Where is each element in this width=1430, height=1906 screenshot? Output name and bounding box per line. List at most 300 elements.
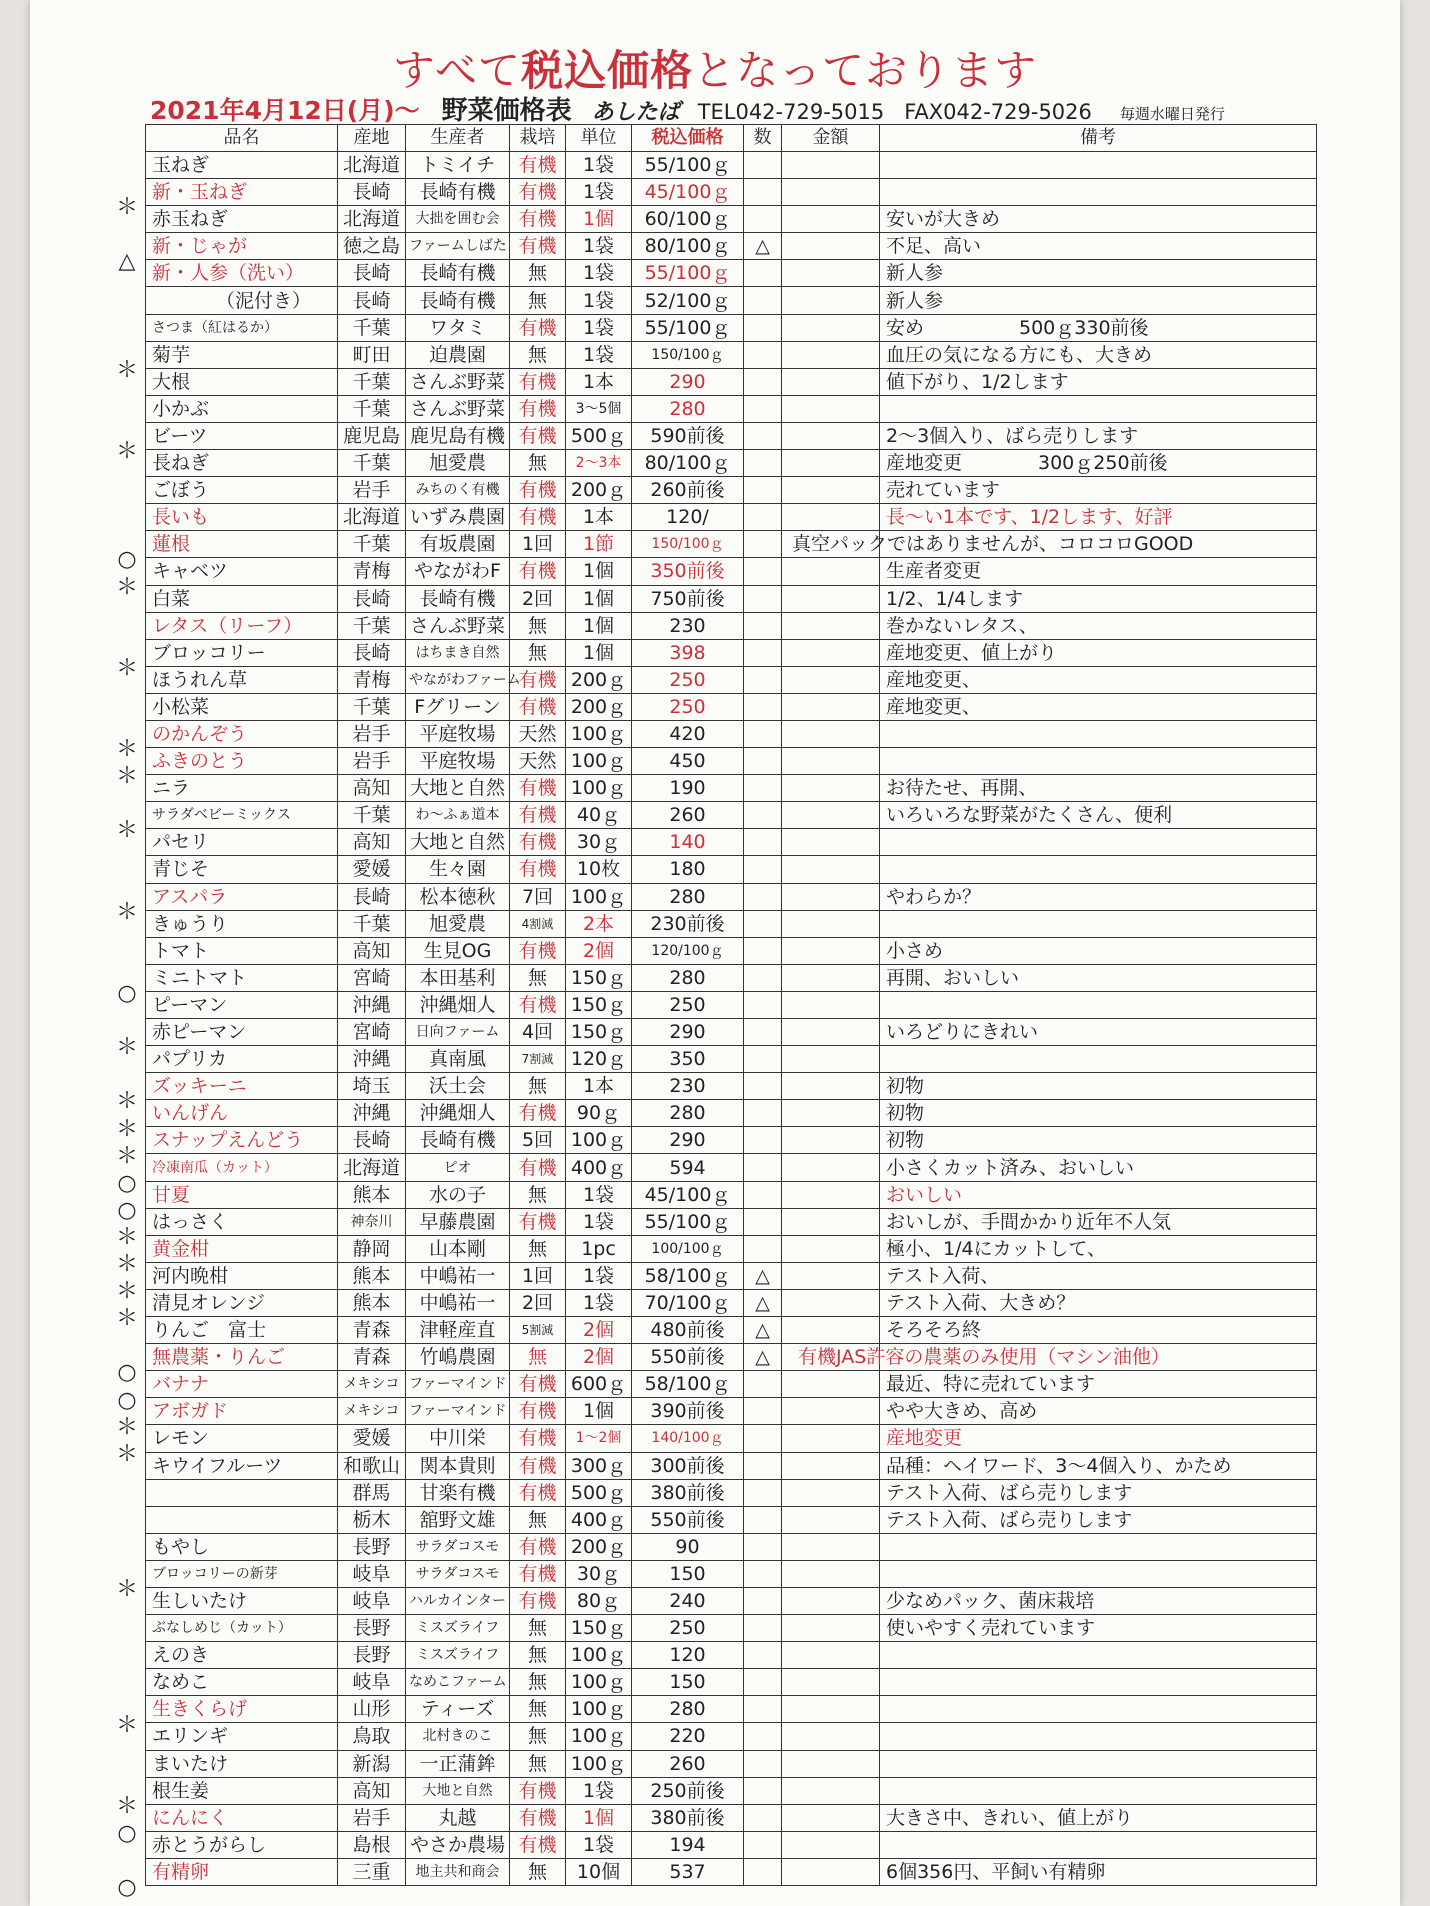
- cell-price: 90: [632, 1533, 744, 1560]
- cell-amount: [782, 179, 880, 206]
- cell-name: 青じそ: [146, 856, 338, 883]
- cell-producer: 平庭牧場: [406, 748, 510, 775]
- cell-price: 290: [632, 1127, 744, 1154]
- table-row: [146, 1181, 1317, 1208]
- cell-unit: 1本: [566, 504, 632, 531]
- cell-qty: [744, 1127, 782, 1154]
- cell-producer: 生見OG: [406, 937, 510, 964]
- cell-note: 産地変更: [880, 1425, 1317, 1452]
- cell-origin: 千葉: [338, 314, 406, 341]
- row-mark: ＊: [115, 1224, 138, 1250]
- cell-qty: [744, 1696, 782, 1723]
- cell-price: 260: [632, 802, 744, 829]
- cell-unit: 3～5個: [566, 395, 632, 422]
- cell-origin: 長崎: [338, 260, 406, 287]
- cell-amount: [782, 314, 880, 341]
- cell-name: レモン: [146, 1425, 338, 1452]
- cell-price: 450: [632, 748, 744, 775]
- cell-qty: [744, 748, 782, 775]
- cell-method: 天然: [510, 720, 566, 747]
- cell-note: [880, 1642, 1317, 1669]
- cell-unit: 100ｇ: [566, 720, 632, 747]
- cell-producer: 有坂農園: [406, 531, 510, 558]
- cell-price: 594: [632, 1154, 744, 1181]
- cell-qty: △: [744, 1289, 782, 1316]
- cell-method: 有機: [510, 856, 566, 883]
- cell-method: 有機: [510, 802, 566, 829]
- table-row: [146, 504, 1317, 531]
- cell-qty: [744, 1587, 782, 1614]
- table-row: [146, 748, 1317, 775]
- tel-number: TEL042-729-5015: [697, 100, 885, 124]
- cell-qty: [744, 639, 782, 666]
- cell-name: トマト: [146, 937, 338, 964]
- row-mark: ○: [117, 1821, 137, 1847]
- cell-amount: [782, 1262, 880, 1289]
- table-row: [146, 856, 1317, 883]
- cell-amount: [782, 856, 880, 883]
- cell-amount: [782, 1723, 880, 1750]
- cell-note: [880, 1533, 1317, 1560]
- cell-price: 590前後: [632, 422, 744, 449]
- cell-note: 新人参: [880, 260, 1317, 287]
- cell-note: [880, 748, 1317, 775]
- table-row: [146, 152, 1317, 179]
- cell-method: 2回: [510, 1289, 566, 1316]
- cell-method: 有機: [510, 558, 566, 585]
- cell-method: 無: [510, 1073, 566, 1100]
- cell-method: 有機: [510, 422, 566, 449]
- cell-origin: 千葉: [338, 531, 406, 558]
- cell-producer: 大拙を囲む会: [406, 206, 510, 233]
- cell-name: バナナ: [146, 1371, 338, 1398]
- cell-producer: はちまき自然: [406, 639, 510, 666]
- cell-method: 無: [510, 1506, 566, 1533]
- cell-producer: 竹嶋農園: [406, 1344, 510, 1371]
- cell-origin: 熊本: [338, 1262, 406, 1289]
- cell-name: ブロッコリーの新芽: [146, 1560, 338, 1587]
- cell-method: 有機: [510, 477, 566, 504]
- cell-unit: 1袋: [566, 287, 632, 314]
- cell-note: 生産者変更: [880, 558, 1317, 585]
- title-bold: 税込価格: [521, 46, 694, 95]
- cell-name: ピーマン: [146, 991, 338, 1018]
- cell-origin: 静岡: [338, 1235, 406, 1262]
- cell-producer: わ～ふぁ道本: [406, 802, 510, 829]
- table-row: [146, 1479, 1317, 1506]
- cell-producer: 大地と自然: [406, 1777, 510, 1804]
- cell-note: 安め 500ｇ330前後: [880, 314, 1317, 341]
- cell-name: ミニトマト: [146, 964, 338, 991]
- cell-amount: [782, 1560, 880, 1587]
- cell-price: 140: [632, 829, 744, 856]
- cell-price: 45/100ｇ: [632, 1181, 744, 1208]
- cell-method: 無: [510, 287, 566, 314]
- cell-qty: [744, 1642, 782, 1669]
- cell-method: 有機: [510, 829, 566, 856]
- cell-note: 不足、高い: [880, 233, 1317, 260]
- cell-origin: 高知: [338, 1777, 406, 1804]
- cell-note: [880, 1831, 1317, 1858]
- cell-price: 120/100ｇ: [632, 937, 744, 964]
- cell-note: 品種：ヘイワード、3～4個入り、かため: [880, 1452, 1317, 1479]
- cell-amount: [782, 1831, 880, 1858]
- cell-price: 290: [632, 1019, 744, 1046]
- title-pre: すべて: [392, 46, 522, 95]
- row-mark: ＊: [115, 1035, 138, 1061]
- table-row: [146, 206, 1317, 233]
- cell-note: 長～い1本です、1/2します、好評: [880, 504, 1317, 531]
- cell-origin: 島根: [338, 1831, 406, 1858]
- title-post: となっております: [693, 46, 1038, 95]
- cell-amount: [782, 666, 880, 693]
- cell-name: 河内晩柑: [146, 1262, 338, 1289]
- cell-note: [880, 152, 1317, 179]
- cell-amount: [782, 1425, 880, 1452]
- cell-producer: やながわF: [406, 558, 510, 585]
- cell-price: 260: [632, 1750, 744, 1777]
- cell-amount: [782, 504, 880, 531]
- cell-producer: ファーマインド: [406, 1398, 510, 1425]
- cell-qty: [744, 802, 782, 829]
- cell-name: 新・玉ねぎ: [146, 179, 338, 206]
- cell-unit: 150ｇ: [566, 991, 632, 1018]
- cell-unit: 2本: [566, 910, 632, 937]
- cell-producer: さんぶ野菜: [406, 395, 510, 422]
- cell-producer: ファームしばた: [406, 233, 510, 260]
- cell-note: やわらか？: [880, 883, 1317, 910]
- cell-qty: [744, 1533, 782, 1560]
- table-row: [146, 802, 1317, 829]
- cell-qty: [744, 1208, 782, 1235]
- cell-price: 60/100ｇ: [632, 206, 744, 233]
- cell-origin: 長崎: [338, 1127, 406, 1154]
- cell-amount: [782, 1289, 880, 1316]
- table-row: [146, 1046, 1317, 1073]
- cell-amount: [782, 395, 880, 422]
- cell-price: 230: [632, 1073, 744, 1100]
- cell-method: 無: [510, 1181, 566, 1208]
- cell-producer: 沃土会: [406, 1073, 510, 1100]
- cell-unit: 600ｇ: [566, 1371, 632, 1398]
- cell-method: 7回: [510, 883, 566, 910]
- cell-price: 250: [632, 991, 744, 1018]
- cell-qty: [744, 1235, 782, 1262]
- row-mark: ＊: [115, 818, 138, 844]
- document-title: 野菜価格表: [441, 96, 572, 126]
- cell-producer: なめこファーム: [406, 1669, 510, 1696]
- table-row: [146, 1587, 1317, 1614]
- cell-method: 有機: [510, 206, 566, 233]
- cell-method: 無: [510, 1723, 566, 1750]
- table-row: [146, 341, 1317, 368]
- cell-unit: 100ｇ: [566, 1642, 632, 1669]
- cell-note: 少なめパック、菌床栽培: [880, 1587, 1317, 1614]
- cell-name: さつま（紅はるか）: [146, 314, 338, 341]
- cell-qty: [744, 179, 782, 206]
- cell-name: パセリ: [146, 829, 338, 856]
- table-row: [146, 1642, 1317, 1669]
- price-sheet: [30, 0, 1400, 1906]
- row-mark: ＊: [115, 764, 138, 790]
- cell-note: 6個356円、平飼い有精卵: [880, 1858, 1317, 1885]
- cell-qty: [744, 1100, 782, 1127]
- cell-producer: やさか農場: [406, 1831, 510, 1858]
- cell-origin: 千葉: [338, 612, 406, 639]
- table-row: [146, 1127, 1317, 1154]
- table-body: [146, 152, 1317, 1886]
- cell-name: 長ねぎ: [146, 450, 338, 477]
- cell-unit: 1個: [566, 639, 632, 666]
- cell-qty: [744, 314, 782, 341]
- cell-method: 有機: [510, 991, 566, 1018]
- cell-note: [880, 829, 1317, 856]
- cell-amount: [782, 1479, 880, 1506]
- cell-origin: 高知: [338, 775, 406, 802]
- cell-method: 有機: [510, 233, 566, 260]
- cell-price: 380前後: [632, 1804, 744, 1831]
- cell-amount: [782, 585, 880, 612]
- cell-amount: [782, 1235, 880, 1262]
- cell-amount: [782, 341, 880, 368]
- cell-origin: 高知: [338, 937, 406, 964]
- table-row: [146, 1208, 1317, 1235]
- cell-method: 無: [510, 1615, 566, 1642]
- cell-name: りんご 富士: [146, 1317, 338, 1344]
- table-row: [146, 395, 1317, 422]
- table-row: [146, 1615, 1317, 1642]
- cell-amount: [782, 1371, 880, 1398]
- cell-method: 有機: [510, 1154, 566, 1181]
- cell-unit: 1袋: [566, 1777, 632, 1804]
- table-row: [146, 910, 1317, 937]
- cell-price: 550前後: [632, 1506, 744, 1533]
- cell-name: 新・人参（洗い）: [146, 260, 338, 287]
- table-row: [146, 368, 1317, 395]
- cell-producer: 甘楽有機: [406, 1479, 510, 1506]
- table-row: [146, 314, 1317, 341]
- cell-unit: 150ｇ: [566, 1019, 632, 1046]
- table-row: [146, 1398, 1317, 1425]
- cell-method: 1回: [510, 531, 566, 558]
- table-row: [146, 260, 1317, 287]
- row-mark: ＊: [115, 899, 138, 925]
- cell-unit: 1個: [566, 612, 632, 639]
- cell-qty: △: [744, 1317, 782, 1344]
- cell-price: 250: [632, 666, 744, 693]
- cell-note: [880, 1046, 1317, 1073]
- cell-method: 無: [510, 639, 566, 666]
- cell-price: 280: [632, 1100, 744, 1127]
- cell-method: 有機: [510, 1533, 566, 1560]
- cell-unit: 100ｇ: [566, 1696, 632, 1723]
- table-row: [146, 585, 1317, 612]
- cell-qty: △: [744, 1262, 782, 1289]
- cell-price: 300前後: [632, 1452, 744, 1479]
- cell-note: おいしい: [880, 1181, 1317, 1208]
- col-header-price: 税込価格: [632, 125, 744, 152]
- table-row: [146, 1154, 1317, 1181]
- cell-qty: [744, 991, 782, 1018]
- cell-unit: 100ｇ: [566, 1723, 632, 1750]
- row-mark: △: [118, 249, 136, 275]
- cell-unit: 200ｇ: [566, 477, 632, 504]
- cell-producer: さんぶ野菜: [406, 368, 510, 395]
- table-row: [146, 1019, 1317, 1046]
- row-mark: ＊: [115, 1143, 138, 1169]
- cell-price: 280: [632, 964, 744, 991]
- cell-method: 有機: [510, 1479, 566, 1506]
- cell-producer: 旭愛農: [406, 910, 510, 937]
- cell-amount: [782, 1533, 880, 1560]
- cell-amount: [782, 1696, 880, 1723]
- cell-producer: ファーマインド: [406, 1371, 510, 1398]
- cell-note: [880, 1696, 1317, 1723]
- cell-qty: [744, 1777, 782, 1804]
- cell-origin: 熊本: [338, 1181, 406, 1208]
- cell-qty: [744, 395, 782, 422]
- cell-note: [880, 856, 1317, 883]
- cell-qty: [744, 1479, 782, 1506]
- cell-origin: 長崎: [338, 585, 406, 612]
- cell-producer: 中川栄: [406, 1425, 510, 1452]
- cell-method: 有機: [510, 1804, 566, 1831]
- cell-name: いんげん: [146, 1100, 338, 1127]
- cell-amount: [782, 1181, 880, 1208]
- cell-name: 白菜: [146, 585, 338, 612]
- cell-method: 有機: [510, 1452, 566, 1479]
- cell-name: 小松菜: [146, 693, 338, 720]
- page-title: [30, 38, 1400, 98]
- cell-origin: 岩手: [338, 748, 406, 775]
- cell-note: [880, 395, 1317, 422]
- cell-producer: やながわファーム: [406, 666, 510, 693]
- cell-price: 180: [632, 856, 744, 883]
- cell-unit: 1袋: [566, 260, 632, 287]
- table-row: [146, 720, 1317, 747]
- cell-amount: [782, 829, 880, 856]
- cell-note: 大きさ中、きれい、値上がり: [880, 1804, 1317, 1831]
- cell-producer: 地主共和商会: [406, 1858, 510, 1885]
- table-row: [146, 558, 1317, 585]
- cell-unit: 40ｇ: [566, 802, 632, 829]
- row-mark: ＊: [115, 1794, 138, 1819]
- cell-origin: 青梅: [338, 666, 406, 693]
- cell-note: 小さめ: [880, 937, 1317, 964]
- cell-qty: [744, 910, 782, 937]
- cell-amount: [782, 775, 880, 802]
- cell-amount: [782, 639, 880, 666]
- cell-amount: [782, 1100, 880, 1127]
- cell-unit: 2～3本: [566, 450, 632, 477]
- cell-method: 4割減: [510, 910, 566, 937]
- cell-note: [880, 1669, 1317, 1696]
- cell-unit: 1個: [566, 206, 632, 233]
- cell-unit: 10個: [566, 1858, 632, 1885]
- cell-qty: [744, 1425, 782, 1452]
- cell-unit: 30ｇ: [566, 829, 632, 856]
- cell-name: （泥付き）: [146, 287, 338, 314]
- table-row: [146, 422, 1317, 449]
- cell-producer: 長崎有機: [406, 260, 510, 287]
- table-row: [146, 693, 1317, 720]
- row-mark: ○: [117, 1387, 137, 1413]
- cell-unit: 400ｇ: [566, 1506, 632, 1533]
- cell-unit: 1袋: [566, 1262, 632, 1289]
- cell-note: 初物: [880, 1073, 1317, 1100]
- row-mark: ○: [117, 981, 137, 1006]
- cell-unit: 400ｇ: [566, 1154, 632, 1181]
- cell-method: 有機: [510, 314, 566, 341]
- cell-name: レタス（リーフ）: [146, 612, 338, 639]
- cell-unit: 1袋: [566, 1208, 632, 1235]
- cell-producer: いずみ農園: [406, 504, 510, 531]
- cell-qty: [744, 829, 782, 856]
- col-header-qty: 数: [744, 125, 782, 152]
- cell-producer: 日向ファーム: [406, 1019, 510, 1046]
- cell-method: 有機: [510, 1398, 566, 1425]
- cell-method: 有機: [510, 1831, 566, 1858]
- table-row: [146, 1723, 1317, 1750]
- issue-date: 2021年4月12日(月)～: [150, 96, 420, 125]
- cell-amount: [782, 802, 880, 829]
- cell-amount: [782, 1615, 880, 1642]
- cell-qty: [744, 206, 782, 233]
- row-mark: ＊: [115, 195, 138, 221]
- cell-origin: 千葉: [338, 910, 406, 937]
- cell-qty: [744, 1723, 782, 1750]
- cell-amount: [782, 1019, 880, 1046]
- cell-name: はっさく: [146, 1208, 338, 1235]
- cell-name: ごぼう: [146, 477, 338, 504]
- cell-producer: 北村きのこ: [406, 1723, 510, 1750]
- cell-qty: [744, 856, 782, 883]
- cell-qty: [744, 1831, 782, 1858]
- cell-origin: 北海道: [338, 206, 406, 233]
- cell-origin: 新潟: [338, 1750, 406, 1777]
- cell-origin: 鹿児島: [338, 422, 406, 449]
- cell-price: 250: [632, 1615, 744, 1642]
- cell-origin: 埼玉: [338, 1073, 406, 1100]
- cell-name: [146, 1506, 338, 1533]
- table-row: [146, 1235, 1317, 1262]
- cell-note: 産地変更、: [880, 693, 1317, 720]
- cell-amount: [782, 1398, 880, 1425]
- cell-unit: 200ｇ: [566, 1533, 632, 1560]
- cell-price: 52/100ｇ: [632, 287, 744, 314]
- cell-name: 長いも: [146, 504, 338, 531]
- cell-method: 有機: [510, 1425, 566, 1452]
- cell-note: 有機JAS許容の農薬のみ使用（マシン油他）: [880, 1344, 1317, 1371]
- cell-origin: 岐阜: [338, 1587, 406, 1614]
- row-mark: ＊: [115, 1089, 138, 1115]
- cell-origin: 栃木: [338, 1506, 406, 1533]
- cell-origin: 徳之島: [338, 233, 406, 260]
- cell-producer: サラダコスモ: [406, 1533, 510, 1560]
- cell-note: 売れています: [880, 477, 1317, 504]
- cell-price: 230前後: [632, 910, 744, 937]
- cell-producer: ミスズライフ: [406, 1642, 510, 1669]
- cell-origin: 高知: [338, 829, 406, 856]
- cell-origin: 三重: [338, 1858, 406, 1885]
- row-mark: ＊: [115, 357, 138, 383]
- cell-price: 55/100ｇ: [632, 260, 744, 287]
- cell-producer: 丸越: [406, 1804, 510, 1831]
- row-mark: ＊: [115, 574, 138, 600]
- cell-method: 有機: [510, 179, 566, 206]
- cell-amount: [782, 1804, 880, 1831]
- cell-price: 80/100ｇ: [632, 450, 744, 477]
